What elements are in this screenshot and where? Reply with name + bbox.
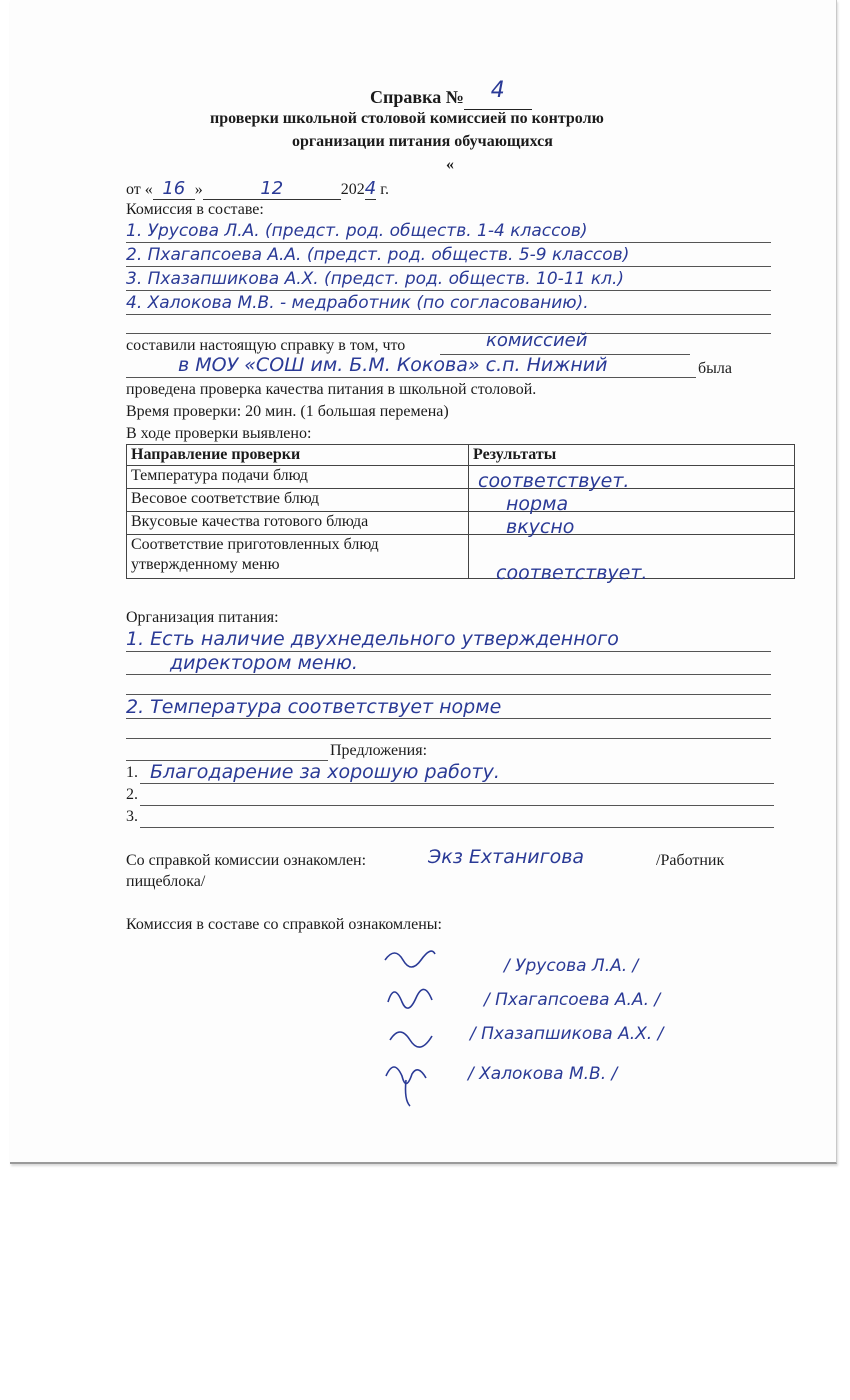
organization-rule-4 — [126, 718, 771, 719]
table-header-row — [127, 445, 795, 466]
statement-hand-1: комиссией — [486, 330, 588, 351]
commission-label: Комиссия в составе: — [126, 201, 264, 218]
commission-member-3: 3. Пхазапшикова А.Х. (предст. род. обществ. 10-11 кл.) — [126, 269, 625, 289]
table-cell-direction — [127, 535, 469, 579]
date-month-field — [203, 178, 341, 200]
organization-item-1-line-1: 1. Есть наличие двухнедельного утвержденного — [126, 628, 619, 650]
acquainted-tail: /Работник — [656, 852, 725, 869]
statement-line-2: проведена проверка качества питания в школьной столовой. — [126, 381, 537, 398]
table-header-direction: Направление проверки — [127, 445, 469, 466]
organization-rule-2 — [126, 674, 771, 675]
statement-tail: была — [698, 360, 732, 377]
statement-rule-2 — [126, 377, 696, 378]
proposal-number-3: 3. — [126, 808, 138, 825]
table-row — [127, 489, 795, 512]
result-menu: соответствует. — [496, 562, 648, 584]
signature-3: / Пхазапшикова А.Х. / — [470, 1024, 664, 1044]
table-row — [127, 512, 795, 535]
commission-member-4: 4. Халокова М.В. - медработник (по согласованию). — [126, 293, 589, 313]
table-cell-direction-line-1: Соответствие приготовленных блюд — [131, 536, 379, 553]
table-cell-direction: Вкусовые качества готового блюда — [127, 512, 469, 535]
doc-title — [370, 78, 532, 110]
table-row — [127, 535, 795, 579]
table-cell-direction: Температура подачи блюд — [127, 466, 469, 489]
commission-rule-2 — [126, 266, 771, 267]
date-suffix: г. — [380, 181, 389, 198]
subtitle-line-1: проверки школьной столовой комиссией по контролю — [210, 110, 604, 127]
proposal-number-1: 1. — [126, 764, 138, 781]
table-cell-direction: Весовое соответствие блюд — [127, 489, 469, 512]
table-header-results: Результаты — [469, 445, 795, 466]
proposal-number-2: 2. — [126, 786, 138, 803]
date-day-field — [153, 178, 195, 200]
proposal-item-1: Благодарение за хорошую работу. — [150, 761, 500, 783]
subtitle-line-2: организации питания обучающихся — [292, 133, 553, 150]
date-mid: » — [194, 181, 203, 198]
table-cell-direction-line-2: утвержденному меню — [131, 556, 280, 573]
organization-item-1-line-2: директором меню. — [170, 652, 358, 674]
result-weight: норма — [506, 493, 569, 515]
commission-rule-1 — [126, 242, 771, 243]
signature-scribbles — [380, 940, 440, 1110]
commission-member-2: 2. Пхагапсоева А.А. (предст. род. обществ. 5-9 классов) — [126, 245, 630, 265]
date-prefix: от « — [126, 181, 153, 198]
statement-label: составили настоящую справку в том, что — [126, 337, 406, 354]
date-day: 16 — [162, 178, 186, 199]
doc-number: 4 — [490, 78, 505, 103]
date-year-digit: 4 — [364, 178, 377, 199]
inspection-table — [126, 444, 795, 579]
commission-member-1: 1. Урусова Л.А. (предст. род. обществ. 1-4 классов) — [126, 221, 588, 241]
result-taste: вкусно — [506, 516, 575, 538]
proposals-label: Предложения: — [330, 742, 428, 759]
commission-rule-5 — [126, 333, 771, 334]
commission-rule-4 — [126, 314, 771, 315]
statement-hand-2: в МОУ «СОШ им. Б.М. Кокова» с.п. Нижний — [178, 354, 608, 376]
title-prefix: Справка № — [370, 87, 464, 107]
commission-rule-3 — [126, 290, 771, 291]
date-month: 12 — [260, 178, 284, 199]
document-sheet — [10, 0, 837, 1164]
doc-number-field — [464, 78, 532, 110]
result-temperature: соответствует. — [478, 470, 630, 492]
inspection-time: Время проверки: 20 мин. (1 большая перемена) — [126, 403, 449, 420]
findings-label: В ходе проверки выявлено: — [126, 425, 312, 442]
organization-rule-3 — [126, 694, 771, 695]
organization-rule-5 — [126, 738, 771, 739]
acquainted-tail-2: пищеблока/ — [126, 873, 206, 890]
proposal-rule-2 — [140, 805, 774, 806]
signature-2: / Пхагапсоева А.А. / — [484, 990, 661, 1010]
acquainted-signature: Экз Ехтанигова — [428, 846, 585, 868]
proposal-rule-1 — [140, 783, 774, 784]
signature-1: / Урусова Л.А. / — [504, 956, 639, 976]
final-label: Комиссия в составе со справкой ознакомлены: — [126, 916, 442, 933]
date-year-prefix: 202 — [340, 181, 365, 198]
acquainted-label: Со справкой комиссии ознакомлен: — [126, 852, 367, 869]
organization-item-2: 2. Температура соответствует норме — [126, 696, 502, 718]
quote-mark: « — [446, 156, 454, 173]
date-line — [126, 178, 389, 200]
organization-label: Организация питания: — [126, 609, 279, 626]
signature-4: / Халокова М.В. / — [468, 1064, 618, 1084]
proposal-rule-3 — [140, 827, 774, 828]
table-row — [127, 466, 795, 489]
